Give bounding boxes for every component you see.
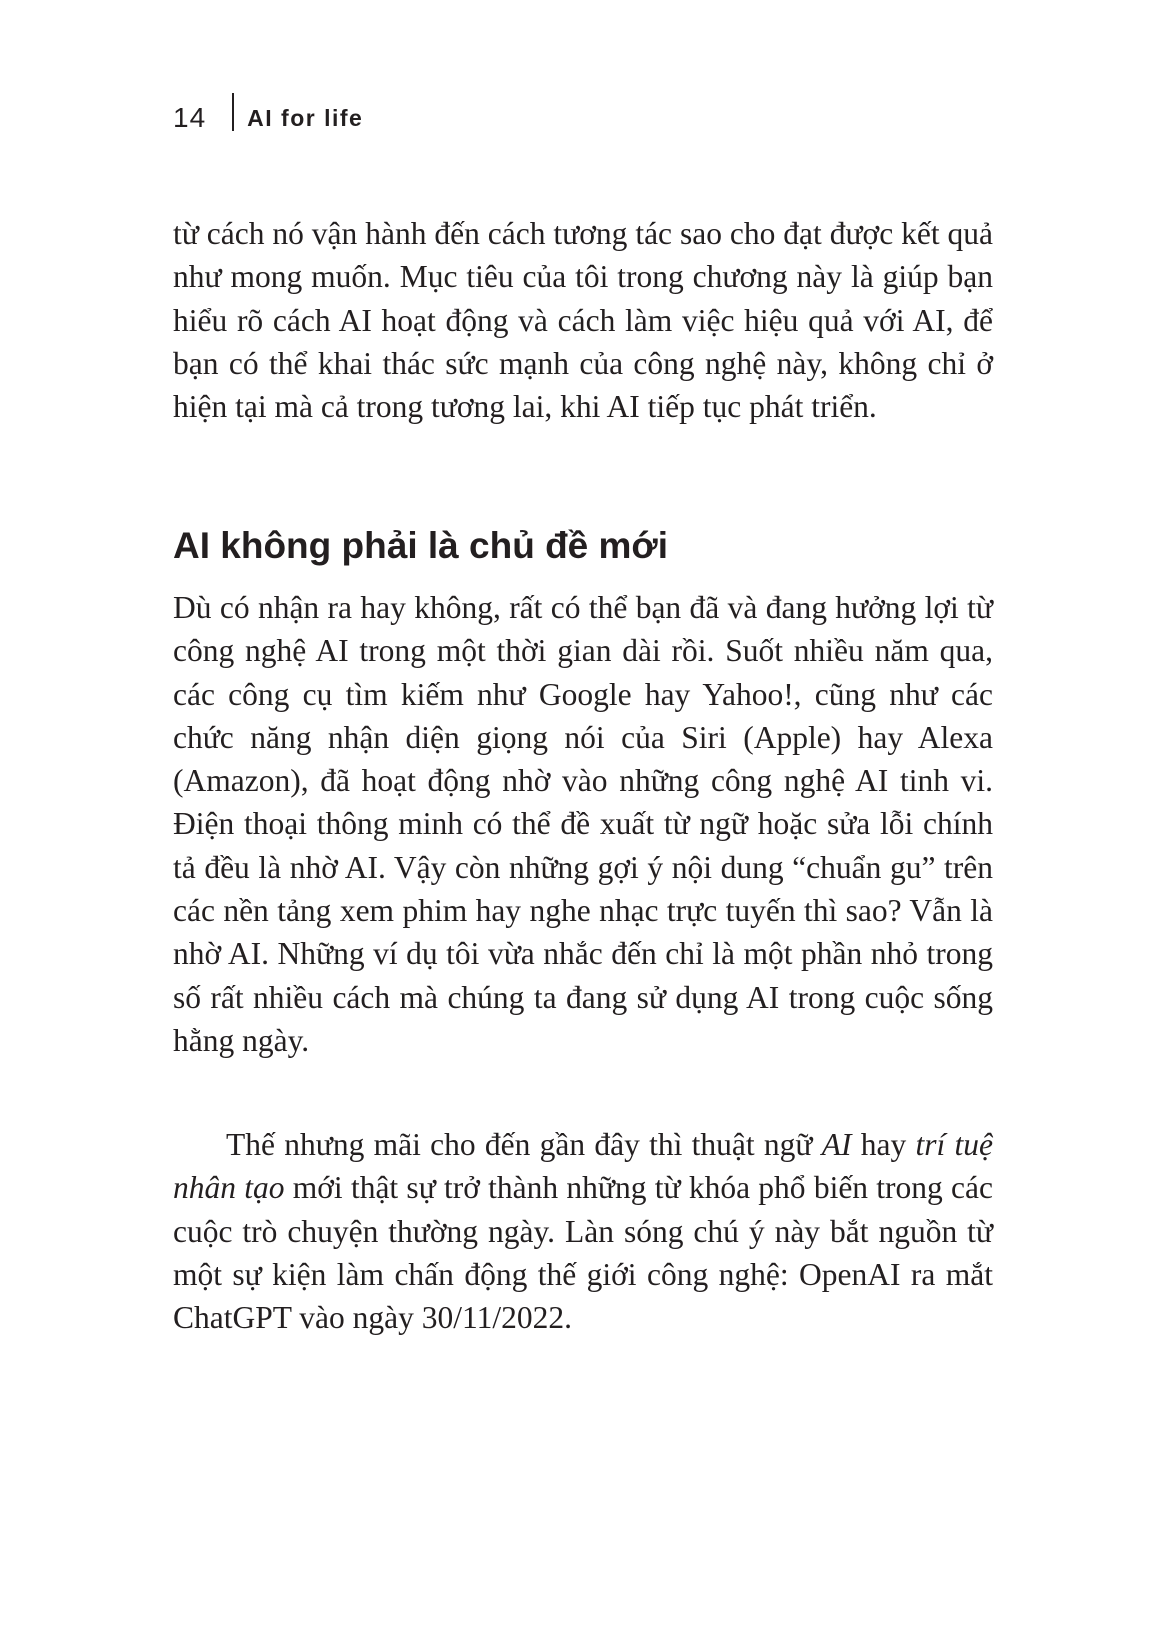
text-run: Thế nhưng mãi cho đến gần đây thì thuật ngữ (226, 1127, 822, 1162)
italic-term: AI (821, 1127, 852, 1162)
paragraph: từ cách nó vận hành đến cách tương tác sao cho đạt được kết quả như mong muốn. Mục tiêu của tôi trong chương này là giúp bạn hiểu rõ cách AI hoạt động và cách làm việc hiệu quả với AI, để bạn có thể khai thác sức mạnh của công nghệ này, không chỉ ở hiện tại mà cả trong tương lai, khi AI tiếp tục phát triển. (173, 216, 993, 425)
paragraph (173, 1123, 993, 1339)
text-run: hay (851, 1127, 916, 1162)
text-run: mới thật sự trở thành những từ khóa phổ biến trong các cuộc trò chuyện thường ngày. Làn sóng chú ý này bắt nguồn từ một sự kiện làm chấn động thế giới công nghệ: OpenAI ra mắt ChatGPT vào ngày 30/11/2022. (173, 1170, 993, 1336)
section-heading: AI không phải là chủ đề mới (173, 525, 669, 566)
book-title: AI for life (247, 104, 364, 131)
header-divider (232, 93, 234, 131)
body-text-top (173, 212, 993, 428)
italic-term: trí tuệ nhân tạo (173, 1127, 994, 1206)
body-text-section (173, 586, 993, 1062)
body-text-section-continued (173, 1123, 993, 1339)
page-number: 14 (173, 102, 207, 133)
paragraph: Dù có nhận ra hay không, rất có thể bạn đã và đang hưởng lợi từ công nghệ AI trong một thời gian dài rồi. Suốt nhiều năm qua, các công cụ tìm kiếm như Google hay Yahoo!, cũng như các chức năng nhận diện giọng nói của Siri (Apple) hay Alexa (Amazon), đã hoạt động nhờ vào những công nghệ AI tinh vi. Điện thoại thông minh có thể đề xuất từ ngữ hoặc sửa lỗi chính tả đều là nhờ AI. Vậy còn những gợi ý nội dung “chuẩn gu” trên các nền tảng xem phim hay nghe nhạc trực tuyến thì sao? Vẫn là nhờ AI. Những ví dụ tôi vừa nhắc đến chỉ là một phần nhỏ trong số rất nhiều cách mà chúng ta đang sử dụng AI trong cuộc sống hằng ngày. (173, 590, 993, 1058)
running-head (173, 98, 363, 138)
